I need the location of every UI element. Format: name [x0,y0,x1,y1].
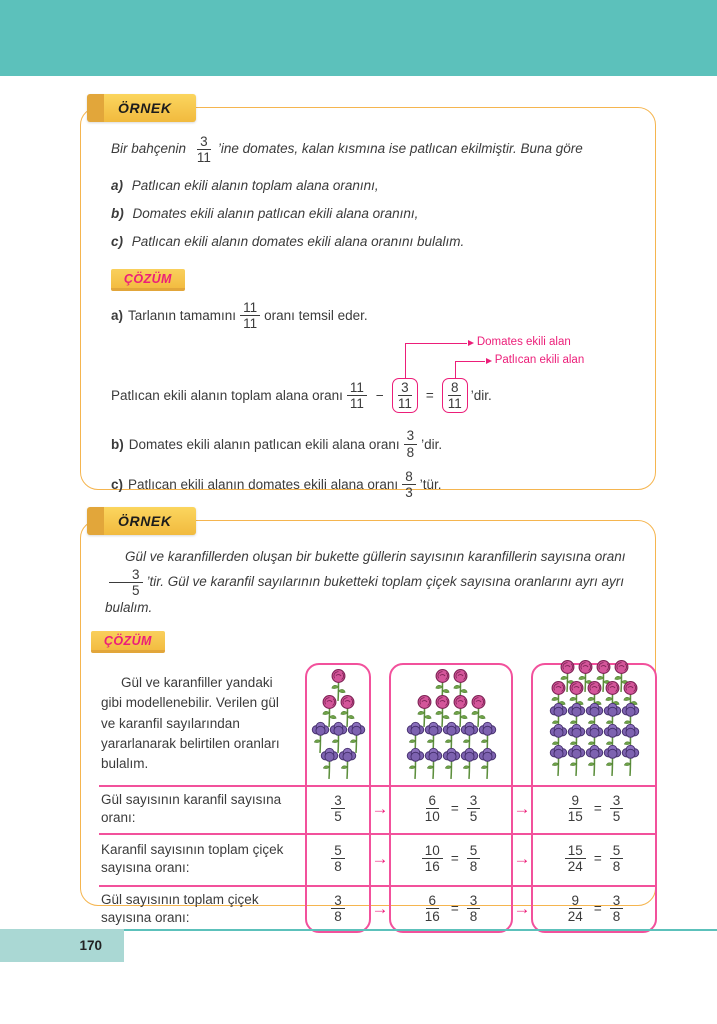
row-label-1: Gül sayısının karanfil sayısına oranı: [101,791,282,825]
arrow-icon: → [513,798,531,818]
arrow-icon: → [371,898,389,918]
fraction: $\frac{15}{24}$ [565,843,586,874]
fraction: $\frac{3}{8}$ [404,428,418,459]
fraction: $\frac{5}{8}$ [610,843,624,874]
bouquet-model-3 [531,663,657,785]
fraction: $\frac{3}{5}$ [467,793,481,824]
equals-sign: = [593,851,602,867]
equals-sign: = [450,801,459,817]
bouquet-model-1 [305,663,371,785]
minus-sign: − [375,388,384,404]
fraction: $\frac{10}{16}$ [422,843,443,874]
ratio-cell [305,785,371,833]
carnation-icon [620,744,641,777]
annotation-connector-patlican [455,354,585,379]
fraction: $\frac{5}{8}$ [467,843,481,874]
problem-statement-1: Bir bahçenin $\frac{3}{11}$ ’ine domates, kalan kısmına ise patlıcan ekilmiştir. Buna göre [111,134,583,166]
ornek-tab-1 [87,94,196,122]
solution-b-line: b) Domates ekili alanın patlıcan ekili alana oranı $\frac{3}{8}$ ’dir. [111,428,443,460]
equals-sign: = [425,388,434,404]
row-label-2: Karanfil sayısının toplam çiçek sayısına oranı: [101,841,284,875]
ratio-cell [305,885,371,933]
solution-c-line: c) Patlıcan ekili alanın domates ekili alana oranı $\frac{8}{3}$ ’tür. [111,468,442,500]
ornek-tab-2 [87,507,196,535]
fraction: $\frac{3}{8}$ [610,893,624,924]
tab-fold [87,94,104,122]
tab-fold [87,507,104,535]
fraction: $\frac{6}{16}$ [424,893,440,925]
fraction: $\frac{3}{8}$ [331,893,345,924]
problem-item-a: a) Patlıcan ekili alanın toplam alana oranını, [111,178,379,194]
fraction: $\frac{3}{8}$ [467,893,481,924]
fraction: $\frac{3}{11}$ [196,134,211,166]
bouquet-ratio-table [99,663,637,933]
fraction: $\frac{11}{11}$ [240,300,260,331]
solution-description: Gül ve karanfiller yandaki gibi modellenebilir. Verilen gül ve karanfil sayılarından yararlanarak belirtilen oranları bulalım. [101,675,280,772]
equals-sign: = [450,851,459,867]
top-banner [0,0,717,76]
fraction: $\frac{5}{8}$ [331,843,345,874]
fraction: $\frac{6}{10}$ [424,793,440,825]
arrowhead-icon [486,358,492,364]
fraction: $\frac{8}{3}$ [402,469,416,500]
fraction: $\frac{11}{11}$ [347,380,367,411]
arrow-icon: → [371,798,389,818]
annotation-patlican: Patlıcan ekili alan [494,354,585,367]
bouquet-model-2 [389,663,513,785]
arrow-icon: → [513,848,531,868]
fraction: $\frac{3}{5}$ [109,567,143,598]
ratio-cell [389,833,513,885]
fraction: $\frac{8}{11}$ [447,380,462,412]
problem-item-b: b) Domates ekili alanın patlıcan ekili alana oranını, [111,206,419,222]
carnation-icon [337,747,358,780]
row-label-3: Gül sayısının toplam çiçek sayısına oranı: [101,891,259,925]
solution-a-line: a) Tarlanın tamamını $\frac{11}{11}$ oranı temsil eder. [111,300,368,332]
cozum-tab-2: ÇÖZÜM [91,631,165,653]
equals-sign: = [450,901,459,917]
ratio-cell [389,885,513,933]
fraction: $\frac{3}{5}$ [610,793,624,824]
arrow-icon: → [513,898,531,918]
ratio-cell [531,833,657,885]
ratio-cell [531,785,657,833]
ratio-cell [389,785,513,833]
equation-with-annotations: Patlıcan ekili alanın toplam alana oranı $\frac{11}{11}$ − Domates ekili alan $\frac{3}{11}$ = Patlıcan ekili alan $\frac{8}{11}$ ’dir. [111,331,627,419]
carnation-icon [477,747,498,780]
equation-label: Patlıcan ekili alanın toplam alana oranı [111,388,343,404]
ornek-tab-label: ÖRNEK [104,507,196,535]
page-number: 170 [79,938,102,953]
fraction: $\frac{3}{5}$ [331,793,345,824]
annotation-domates: Domates ekili alan [476,336,571,349]
arrow-icon: → [371,848,389,868]
equals-sign: = [593,801,602,817]
ratio-cell [531,885,657,933]
problem-statement-2: Gül ve karanfillerden oluşan bir bukette güllerin sayısının karanfillerin sayısına oranı $\frac{3}{5}$ ’tir. Gül ve karanfil sayılarının buketteki toplam çiçek sayısına oranlarını ayrı ayrı bulalım. [105,549,626,616]
example-box-1 [80,100,656,500]
ratio-cell [305,833,371,885]
ornek-tab-label: ÖRNEK [104,94,196,122]
fraction: $\frac{9}{15}$ [567,793,583,825]
equals-sign: = [593,901,602,917]
arrowhead-icon [468,340,474,346]
fraction: $\frac{3}{11}$ [397,380,412,412]
page-number-box [0,929,124,962]
highlighted-fraction-patlican [442,354,585,413]
problem-item-c: c) Patlıcan ekili alanın domates ekili alana oranını bulalım. [111,234,465,250]
cozum-tab-1: ÇÖZÜM [111,269,185,291]
fraction: $\frac{9}{24}$ [567,893,583,925]
example-box-2 [80,513,656,925]
